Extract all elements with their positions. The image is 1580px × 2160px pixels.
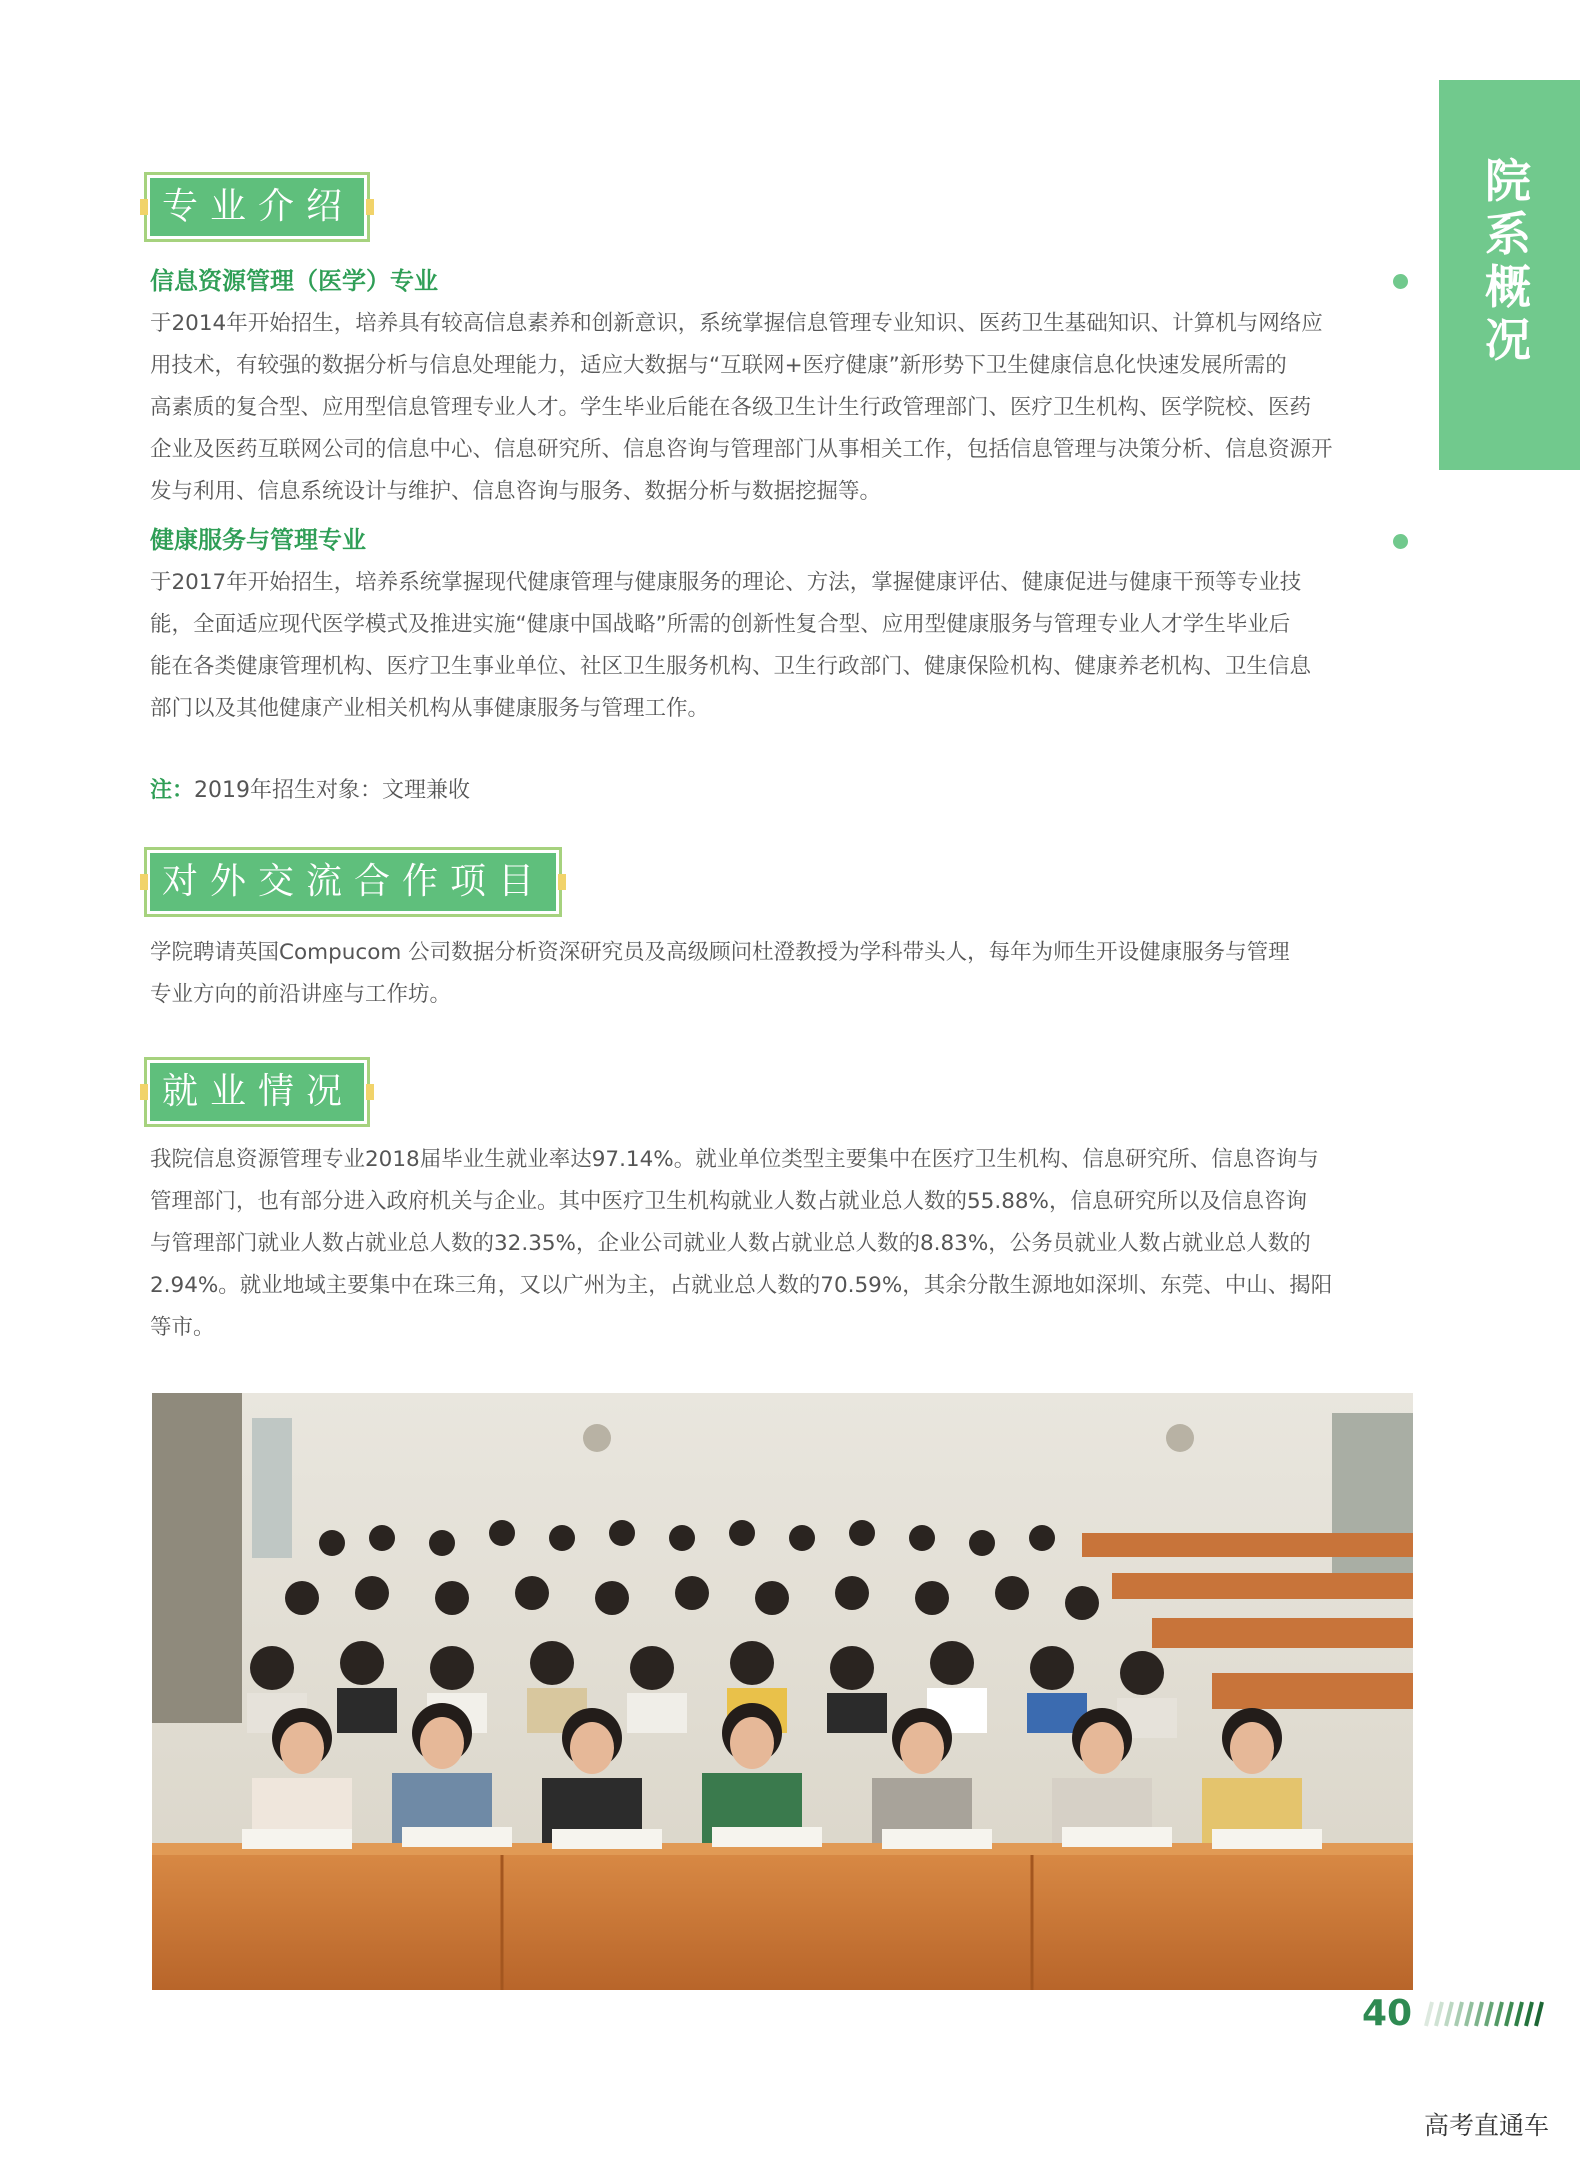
section-title-employment: 就业情况: [150, 1063, 364, 1121]
major-1-description: [150, 303, 1412, 513]
classroom-photo: [152, 1393, 1413, 1990]
section-title-exchange: 对外交流合作项目: [150, 853, 556, 911]
text-line: 管理部门，也有部分进入政府机关与企业。其中医疗卫生机构就业人数占就业总人数的55.88%，信息研究所以及信息咨询: [150, 1189, 1307, 1214]
note-label: 注：: [150, 778, 195, 803]
text-line: 于2017年开始招生，培养系统掌握现代健康管理与健康服务的理论、方法，掌握健康评估、健康促进与健康干预等专业技: [150, 570, 1302, 595]
footer-logo: 高考直通车: [1424, 2111, 1550, 2140]
text-line: 用技术，有较强的数据分析与信息处理能力，适应大数据与“互联网+医疗健康”新形势下卫生健康信息化快速发展所需的: [150, 353, 1287, 378]
section-title-intro: 专业介绍: [150, 178, 364, 236]
classroom-photo-illustration: [152, 1393, 1413, 1990]
text-line: 等市。: [150, 1315, 215, 1340]
text-line: 学院聘请英国Compucom 公司数据分析资深研究员及高级顾问杜澄教授为学科带头人，每年为师生开设健康服务与管理: [150, 940, 1290, 965]
text-line: 能在各类健康管理机构、医疗卫生事业单位、社区卫生服务机构、卫生行政部门、健康保险机构、健康养老机构、卫生信息: [150, 654, 1312, 679]
employment-description: [150, 1139, 1412, 1349]
bullet-dot-icon: [1393, 534, 1408, 549]
major-2-name: 健康服务与管理专业: [150, 526, 366, 554]
major-2-description: [150, 562, 1412, 730]
note-text: 2019年招生对象：文理兼收: [194, 778, 471, 803]
text-line: 专业方向的前沿讲座与工作坊。: [150, 982, 452, 1007]
side-tab-label: 院系概况: [1485, 154, 1531, 367]
text-line: 能，全面适应现代医学模式及推进实施“健康中国战略”所需的创新性复合型、应用型健康服务与管理专业人才学生毕业后: [150, 612, 1291, 637]
text-line: 企业及医药互联网公司的信息中心、信息研究所、信息咨询与管理部门从事相关工作，包括信息管理与决策分析、信息资源开: [150, 437, 1333, 462]
major-1-name: 信息资源管理（医学）专业: [150, 267, 438, 295]
text-line: 与管理部门就业人数占就业总人数的32.35%，企业公司就业人数占就业总人数的8.83%，公务员就业人数占就业总人数的: [150, 1231, 1311, 1256]
text-line: 我院信息资源管理专业2018届毕业生就业率达97.14%。就业单位类型主要集中在医疗卫生机构、信息研究所、信息咨询与: [150, 1147, 1319, 1172]
text-line: 2.94%。就业地域主要集中在珠三角，又以广州为主，占就业总人数的70.59%，其余分散生源地如深圳、东莞、中山、揭阳: [150, 1273, 1333, 1298]
text-line: 于2014年开始招生，培养具有较高信息素养和创新意识，系统掌握信息管理专业知识、医药卫生基础知识、计算机与网络应: [150, 311, 1323, 336]
decorative-stripes-icon: [1420, 2000, 1560, 2028]
enrollment-note: [150, 774, 470, 808]
exchange-description: [150, 932, 1412, 1016]
text-line: 高素质的复合型、应用型信息管理专业人才。学生毕业后能在各级卫生计生行政管理部门、医疗卫生机构、医学院校、医药: [150, 395, 1312, 420]
text-line: 部门以及其他健康产业相关机构从事健康服务与管理工作。: [150, 696, 710, 721]
bullet-dot-icon: [1393, 274, 1408, 289]
text-line: 发与利用、信息系统设计与维护、信息咨询与服务、数据分析与数据挖掘等。: [150, 479, 882, 504]
page-number: 40: [1362, 1993, 1413, 2034]
